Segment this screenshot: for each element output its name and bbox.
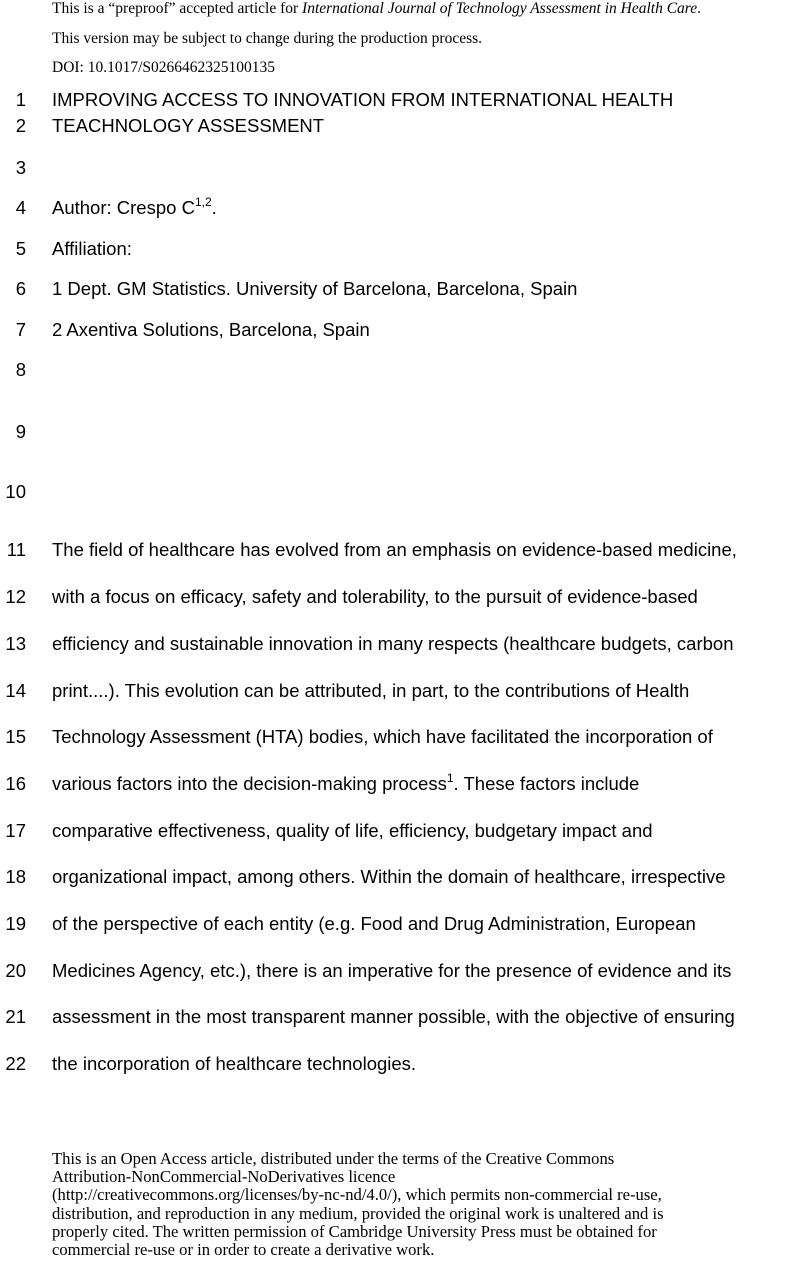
body-line [52,772,639,796]
body-text: . These factors include [453,773,640,794]
line-number: 7 [15,319,26,340]
body-line: organizational impact, among others. Within the domain of healthcare, irrespective [52,866,726,887]
author-end: . [211,197,217,218]
license-line: distribution, and reproduction in any medium, provided the original work is unaltered and is [52,1203,664,1223]
line-number: 6 [15,278,26,299]
line-number: 17 [5,820,26,841]
article-title-line-2: TEACHNOLOGY ASSESSMENT [52,115,325,136]
license-line: Attribution-NonCommercial-NoDerivatives licence [52,1167,396,1187]
affiliation-label: Affiliation: [52,238,132,259]
body-line: the incorporation of healthcare technologies. [52,1053,417,1074]
body-line: The field of healthcare has evolved from an emphasis on evidence-based medicine, [52,539,737,560]
line-number: 8 [15,359,26,380]
affiliation-item: 2 Axentiva Solutions, Barcelona, Spain [52,319,370,340]
line-number: 16 [5,773,26,794]
body-text: various factors into the decision-making process [52,773,447,794]
header-prefix: This is a “preproof” accepted article for [52,0,303,17]
license-line: properly cited. The written permission of Cambridge University Press must be obtained for [52,1221,657,1241]
doi: DOI: 10.1017/S0266462325100135 [52,59,276,76]
line-number: 22 [5,1053,26,1074]
header-line-2: This version may be subject to change during the production process. [52,30,483,47]
license-url-line: (http://creativecommons.org/licenses/by-nc-nd/4.0/), which permits non-commercial re-use, [52,1185,662,1205]
line-number: 12 [5,586,26,607]
line-number: 10 [5,481,26,502]
line-number: 11 [6,539,26,560]
article-title-line-1: IMPROVING ACCESS TO INNOVATION FROM INTERNATIONAL HEALTH [52,89,674,110]
body-line: Technology Assessment (HTA) bodies, which have facilitated the incorporation of [52,726,713,747]
line-number: 15 [5,726,26,747]
author [52,196,217,220]
author-affiliation-marks: 1,2 [194,194,212,209]
license-footer [52,1150,798,1259]
body-line: Medicines Agency, etc.), there is an imperative for the presence of evidence and its [52,960,732,981]
body-line: with a focus on efficacy, safety and tolerability, to the pursuit of evidence-based [52,586,698,607]
body-line: print....). This evolution can be attributed, in part, to the contributions of Health [52,680,690,701]
line-number: 18 [5,866,26,887]
line-number: 5 [15,238,26,259]
body-line: efficiency and sustainable innovation in many respects (healthcare budgets, carbon [52,633,734,654]
affiliation-item: 1 Dept. GM Statistics. University of Barcelona, Barcelona, Spain [52,278,578,299]
license-line: This is an Open Access article, distributed under the terms of the Creative Commons [52,1149,615,1168]
journal-name: International Journal of Technology Assessment in Health Care [302,0,698,17]
line-number: 4 [15,197,26,218]
body-line: of the perspective of each entity (e.g. Food and Drug Administration, European [52,913,696,934]
license-line: commercial re-use or in order to create a derivative work. [52,1240,435,1260]
body-line: comparative effectiveness, quality of life, efficiency, budgetary impact and [52,820,653,841]
line-number: 21 [5,1006,26,1027]
line-number: 3 [15,157,26,178]
author-name: Author: Crespo C [52,197,195,218]
body-line: assessment in the most transparent manner possible, with the objective of ensuring [52,1006,735,1027]
line-number: 19 [5,913,26,934]
line-number: 1 [15,89,26,110]
line-number: 9 [15,421,26,442]
header-suffix: . [697,0,701,17]
header-line-1 [52,0,701,18]
line-number: 14 [5,680,26,701]
line-number: 13 [5,633,26,654]
citation-reference[interactable]: 1 [446,770,454,785]
line-number: 20 [5,960,26,981]
line-number: 2 [15,115,26,136]
